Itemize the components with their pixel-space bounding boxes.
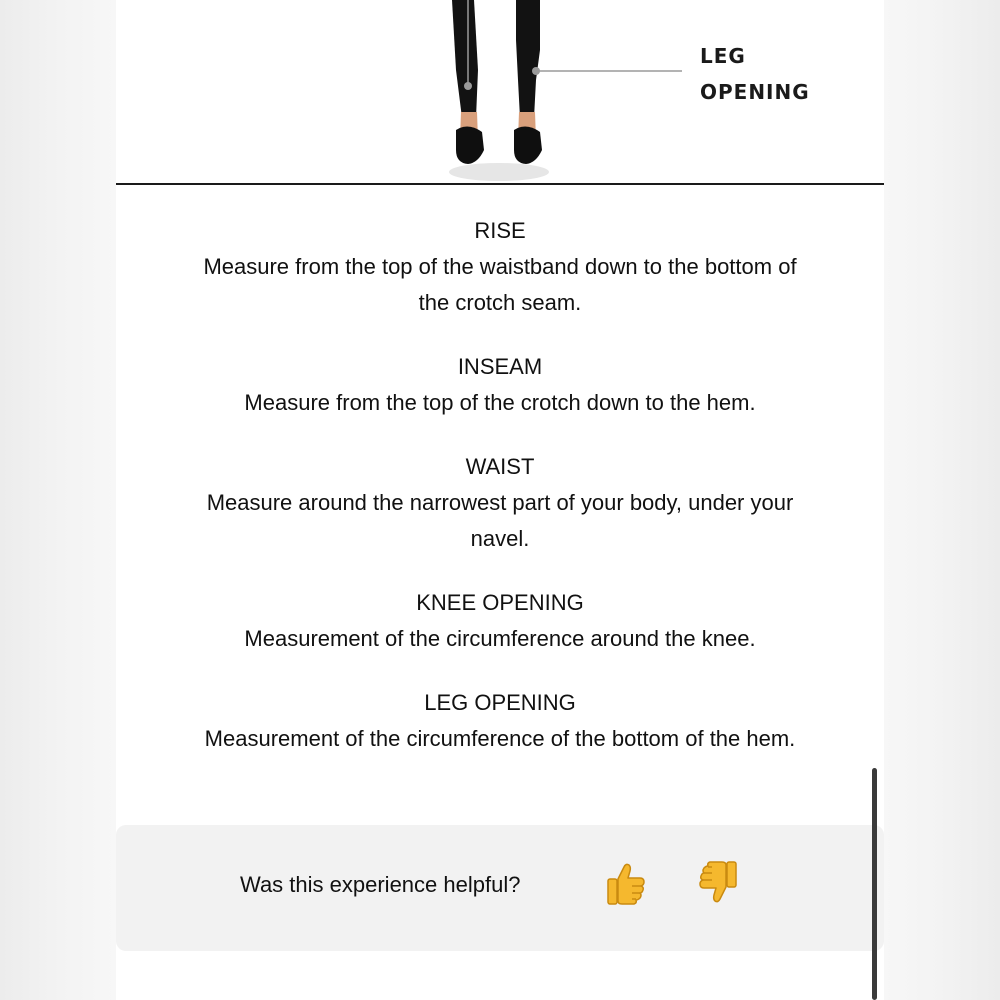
definition-term: KNEE OPENING bbox=[416, 590, 584, 615]
feedback-box bbox=[116, 825, 884, 951]
leg-opening-label-line2: OPENING bbox=[700, 80, 810, 104]
definition-description: Measurement of the circumference around the knee. bbox=[244, 626, 756, 651]
leg-opening-label-line1: LEG bbox=[700, 44, 746, 68]
thumbs-up-icon bbox=[602, 859, 650, 907]
thumbs-down-button[interactable] bbox=[694, 859, 742, 907]
definition-term: WAIST bbox=[465, 454, 535, 479]
scrollbar[interactable] bbox=[872, 768, 877, 1000]
definition-description: Measure around the narrowest part of your body, under your navel. bbox=[206, 490, 794, 551]
leg-opening-illustration bbox=[116, 0, 884, 185]
definition-term: LEG OPENING bbox=[424, 690, 576, 715]
size-guide-panel bbox=[116, 0, 884, 1000]
definition-description: Measurement of the circumference of the bottom of the hem. bbox=[204, 726, 796, 751]
definition-rise bbox=[200, 213, 800, 321]
thumbs-up-button[interactable] bbox=[602, 859, 650, 907]
definition-leg-opening bbox=[200, 685, 800, 757]
definition-description: Measure from the top of the crotch down to the hem. bbox=[244, 390, 756, 415]
definition-inseam bbox=[200, 349, 800, 421]
definition-description: Measure from the top of the waistband down to the bottom of the crotch seam. bbox=[203, 254, 797, 315]
leg-opening-label bbox=[700, 38, 860, 110]
definition-term: RISE bbox=[474, 218, 526, 243]
feedback-question: Was this experience helpful? bbox=[240, 872, 521, 897]
divider bbox=[116, 183, 884, 185]
definition-knee-opening bbox=[200, 585, 800, 657]
definition-term: INSEAM bbox=[457, 354, 543, 379]
thumbs-down-icon bbox=[694, 859, 742, 907]
measurement-definitions bbox=[116, 213, 884, 757]
definition-waist bbox=[200, 449, 800, 557]
